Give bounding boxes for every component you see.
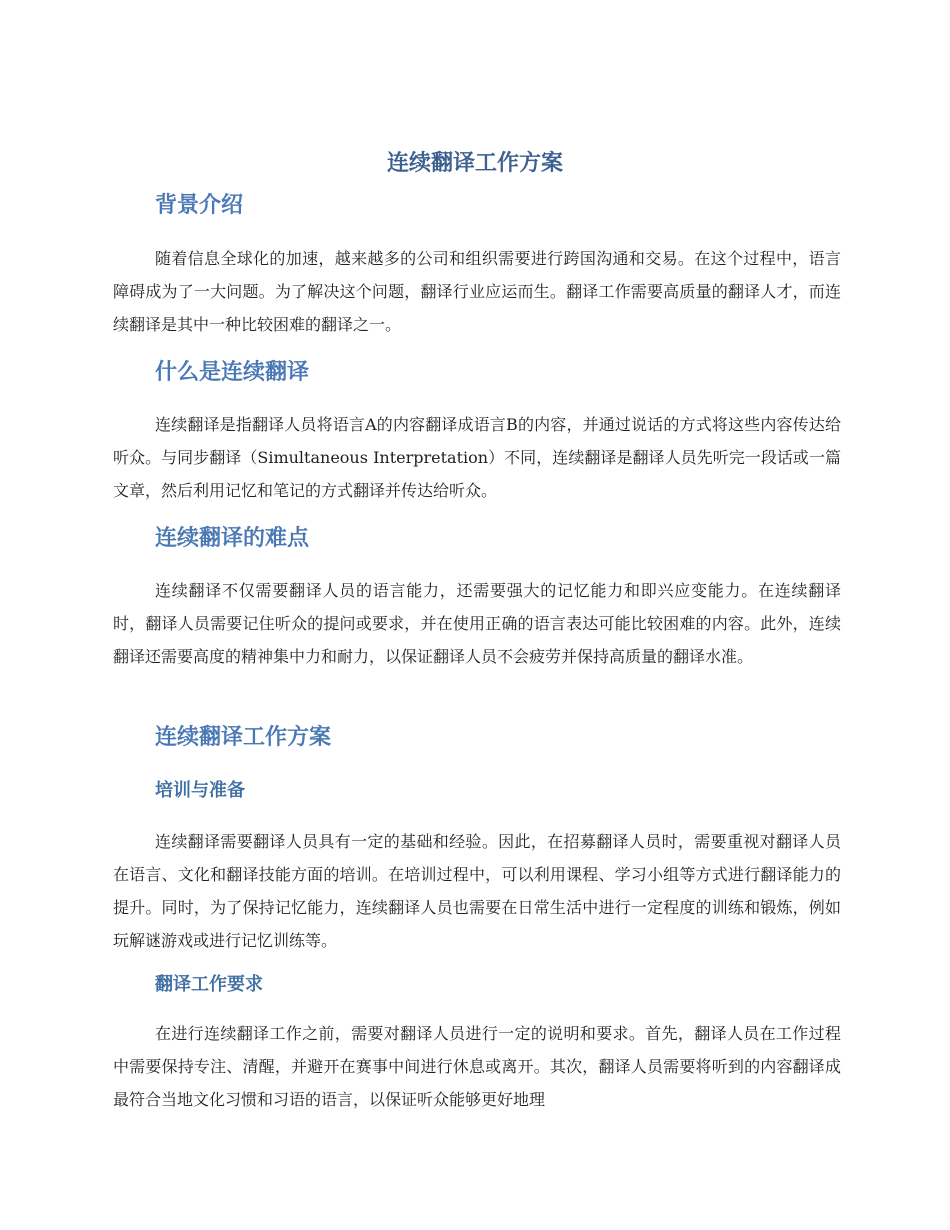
document-title: 连续翻译工作方案 <box>386 151 563 176</box>
section-heading-plan: 连续翻译工作方案 <box>155 725 332 750</box>
subsection-heading-requirements: 翻译工作要求 <box>155 974 263 995</box>
paragraph-background: 随着信息全球化的加速，越来越多的公司和组织需要进行跨国沟通和交易。在这个过程中，语言障碍成为了一大问题。为了解决这个问题，翻译行业应运而生。翻译工作需要高质量的翻译人才，而连续翻译是其中一种比较困难的翻译之一。 <box>113 249 841 334</box>
section-heading-difficulties: 连续翻译的难点 <box>155 526 310 551</box>
paragraph-what-is: 连续翻译是指翻译人员将语言A的内容翻译成语言B的内容，并通过说话的方式将这些内容传达给听众。与同步翻译（Simultaneous Interpretation）不同，连续翻译是翻译人员先听完一段话或一篇文章，然后利用记忆和笔记的方式翻译并传达给听众。 <box>113 415 841 500</box>
section-heading-what-is: 什么是连续翻译 <box>155 360 310 385</box>
paragraph-requirements: 在进行连续翻译工作之前，需要对翻译人员进行一定的说明和要求。首先，翻译人员在工作过程中需要保持专注、清醒，并避开在赛事中间进行休息或离开。其次，翻译人员需要将听到的内容翻译成最符合当地文化习惯和习语的语言，以保证听众能够更好地理 <box>113 1024 841 1109</box>
section-heading-background: 背景介绍 <box>155 193 244 218</box>
paragraph-training: 连续翻译需要翻译人员具有一定的基础和经验。因此，在招募翻译人员时，需要重视对翻译人员在语言、文化和翻译技能方面的培训。在培训过程中，可以利用课程、学习小组等方式进行翻译能力的提升。同时，为了保持记忆能力，连续翻译人员也需要在日常生活中进行一定程度的训练和锻炼，例如玩解谜游戏或进行记忆训练等。 <box>113 832 841 950</box>
paragraph-difficulties: 连续翻译不仅需要翻译人员的语言能力，还需要强大的记忆能力和即兴应变能力。在连续翻译时，翻译人员需要记住听众的提问或要求，并在使用正确的语言表达可能比较困难的内容。此外，连续翻译还需要高度的精神集中力和耐力，以保证翻译人员不会疲劳并保持高质量的翻译水准。 <box>113 581 841 666</box>
subsection-heading-training: 培训与准备 <box>155 780 245 801</box>
